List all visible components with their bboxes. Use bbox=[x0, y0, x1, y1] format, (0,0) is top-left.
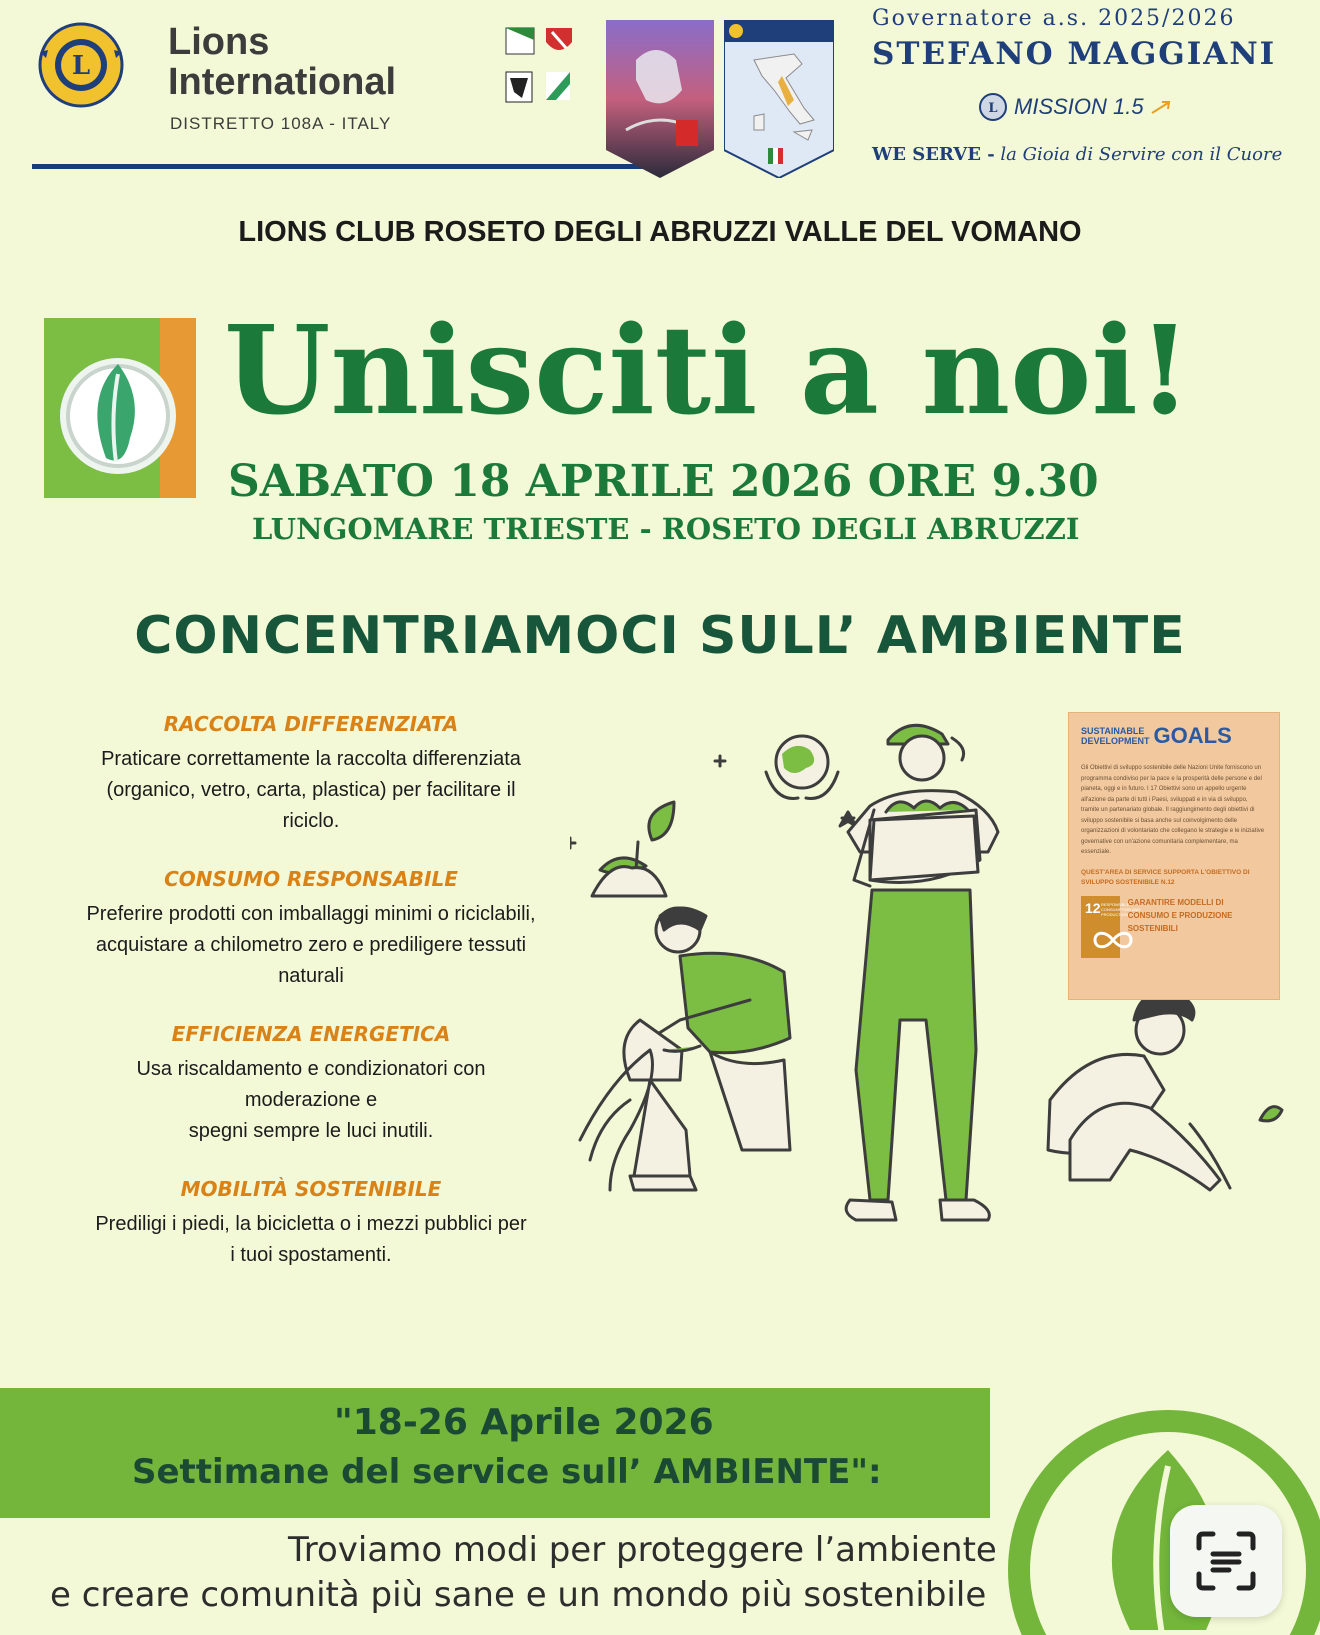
globe-hands-icon bbox=[766, 736, 838, 798]
sdg-body-text: Gli Obiettivi di sviluppo sostenibile delle Nazioni Unite forniscono un programma condiviso per la pace e la prosperità delle persone e del pianeta, oggi e in futuro. I 17 Obiettivi sono un appello urgente all'azione da parte di tutti i Paesi, sviluppati e in via di sviluppo, tramite un partenariato globale. Il raggiungimento degli obiettivi di sviluppo sostenibile si basa anche sul coinvolgimento delle organizzazioni di volontariato che collegano le strategie e le iniziative governative con un'azione comunitaria complementare, ma essenziale. bbox=[1081, 765, 1265, 855]
standing-volunteer bbox=[846, 725, 998, 1220]
svg-text:L: L bbox=[71, 51, 91, 81]
tip-line: acquistare a chilometro zero e prediligere tessuti bbox=[95, 934, 527, 956]
district-label: DISTRETTO 108A - ITALY bbox=[170, 114, 392, 133]
sdg-goals-label: GOALS bbox=[1153, 723, 1232, 748]
governor-label: Governatore a.s. 2025/2026 bbox=[872, 6, 1236, 31]
pennant-icon bbox=[606, 20, 714, 178]
kneeling-volunteer bbox=[580, 908, 790, 1190]
sdg-goal-12-icon bbox=[1081, 896, 1141, 958]
tip-item bbox=[40, 712, 582, 837]
org-name-line2: International bbox=[168, 61, 397, 103]
tip-item bbox=[40, 1022, 582, 1147]
crouching-volunteer bbox=[1048, 992, 1282, 1190]
motto-text: la Gioia di Servire con il Cuore bbox=[1000, 144, 1283, 165]
mission-arrow-icon bbox=[1150, 99, 1172, 115]
sdg-card bbox=[1068, 712, 1280, 1000]
tip-line: (organico, vetro, carta, plastica) per facilitare il bbox=[106, 779, 516, 801]
event-date-time: SABATO 18 APRILE 2026 ORE 9.30 bbox=[228, 456, 1099, 507]
tip-title: RACCOLTA DIFFERENZIATA bbox=[163, 712, 459, 736]
tip-title: CONSUMO RESPONSABILE bbox=[164, 867, 458, 891]
event-title: Unisciti a noi! bbox=[224, 298, 1192, 442]
mission-label: MISSION 1.5 bbox=[1014, 94, 1144, 119]
leaf-badge-icon bbox=[44, 318, 196, 498]
tip-line: Prediligi i piedi, la bicicletta o i mezzi pubblici per bbox=[95, 1213, 527, 1235]
svg-text:L: L bbox=[988, 101, 998, 116]
tip-item bbox=[40, 1177, 582, 1271]
event-place: LUNGOMARE TRIESTE - ROSETO DEGLI ABRUZZI bbox=[252, 512, 1080, 546]
text-scan-icon bbox=[1193, 1528, 1259, 1594]
tips-list bbox=[40, 712, 582, 1301]
region-flags-icon bbox=[500, 22, 580, 112]
italy-map-pennant-icon bbox=[724, 20, 834, 178]
we-serve-motto bbox=[872, 144, 1282, 165]
sdg-goal-box-text: RESPONSIBLE CONSUMPTION AND PRODUCTION bbox=[1101, 901, 1141, 917]
org-name bbox=[168, 22, 396, 102]
mission-badge bbox=[978, 92, 1172, 122]
header-rule bbox=[32, 164, 664, 169]
tip-title: EFFICIENZA ENERGETICA bbox=[171, 1022, 451, 1046]
banner-subtitle: Settimane del service sull’ AMBIENTE": bbox=[132, 1452, 882, 1492]
tip-line: Praticare correttamente la raccolta differenziata bbox=[101, 748, 521, 770]
footer-line: e creare comunità più sane e un mondo più sostenibile bbox=[50, 1575, 987, 1615]
mission-lions-icon bbox=[978, 92, 1008, 122]
banner-dates: "18-26 Aprile 2026 bbox=[334, 1402, 714, 1443]
governor-name: STEFANO MAGGIANI bbox=[872, 36, 1277, 72]
sdg-goal-row bbox=[1081, 896, 1267, 958]
tip-title: MOBILITÀ SOSTENIBILE bbox=[180, 1177, 442, 1201]
sdg-goal-text: GARANTIRE MODELLI DI CONSUMO E PRODUZIONE SOSTENIBILI bbox=[1127, 897, 1233, 933]
tip-line: Preferire prodotti con imballaggi minimi o riciclabili, bbox=[86, 903, 536, 925]
tip-line: moderazione e bbox=[244, 1089, 378, 1111]
tip-line: naturali bbox=[278, 965, 344, 987]
section-heading: CONCENTRIAMOCI SULL’ AMBIENTE bbox=[134, 606, 1186, 666]
sdg-small-label bbox=[1081, 726, 1150, 746]
sdg-small-line: DEVELOPMENT bbox=[1081, 736, 1150, 746]
club-name: LIONS CLUB ROSETO DEGLI ABRUZZI VALLE DEL VOMANO bbox=[238, 216, 1082, 248]
sdg-goal-number: 12 bbox=[1085, 899, 1101, 916]
org-name-line1: Lions bbox=[168, 21, 270, 63]
sprout-icon bbox=[592, 802, 674, 896]
lions-logo-icon bbox=[38, 22, 124, 108]
infinity-icon bbox=[1093, 930, 1133, 950]
tip-line: i tuoi spostamenti. bbox=[230, 1244, 392, 1266]
sdg-small-line: SUSTAINABLE bbox=[1081, 726, 1145, 736]
sdg-header bbox=[1081, 723, 1267, 749]
text-scan-button[interactable] bbox=[1170, 1505, 1282, 1617]
tip-line: spegni sempre le luci inutili. bbox=[188, 1120, 434, 1142]
tip-line: Usa riscaldamento e condizionatori con bbox=[136, 1058, 486, 1080]
footer-line: Troviamo modi per proteggere l’ambiente bbox=[288, 1530, 997, 1570]
tip-item bbox=[40, 867, 582, 992]
sdg-note: QUEST'AREA DI SERVICE SUPPORTA L'OBIETTIVO DI SVILUPPO SOSTENIBILE N.12 bbox=[1081, 868, 1250, 886]
tip-line: riciclo. bbox=[282, 810, 340, 832]
we-serve-label: WE SERVE - bbox=[872, 144, 995, 165]
